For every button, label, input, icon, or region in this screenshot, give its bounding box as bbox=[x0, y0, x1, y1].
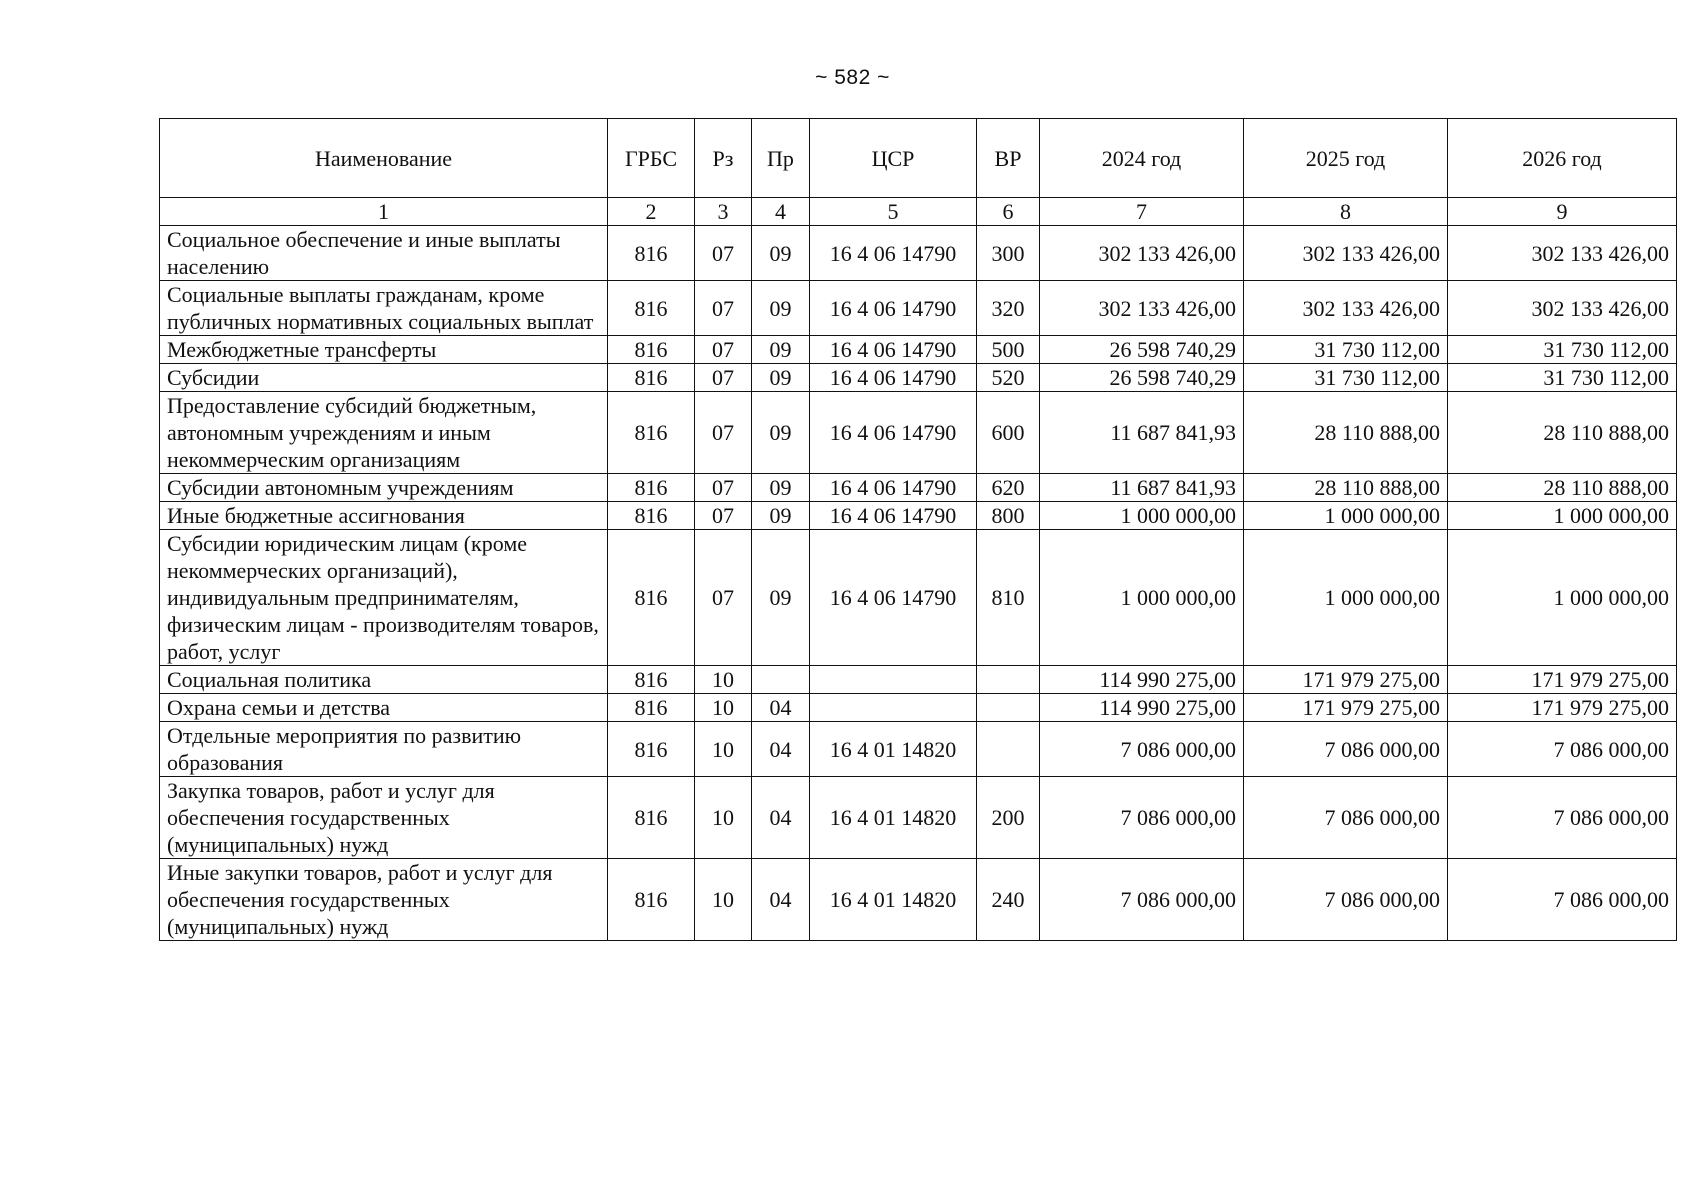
row-amount-2026: 28 110 888,00 bbox=[1448, 474, 1677, 502]
row-amount-2024: 1 000 000,00 bbox=[1040, 502, 1244, 530]
row-amount-2026: 7 086 000,00 bbox=[1448, 859, 1677, 941]
table-row bbox=[160, 336, 1677, 364]
row-amount-2025: 7 086 000,00 bbox=[1244, 722, 1448, 777]
row-name: Межбюджетные трансферты bbox=[160, 336, 608, 364]
row-vr: 810 bbox=[977, 530, 1040, 666]
row-csr: 16 4 06 14790 bbox=[810, 474, 977, 502]
row-amount-2025: 7 086 000,00 bbox=[1244, 859, 1448, 941]
column-number: 3 bbox=[695, 198, 752, 226]
row-grbs: 816 bbox=[608, 502, 695, 530]
row-rz: 07 bbox=[695, 530, 752, 666]
row-csr: 16 4 06 14790 bbox=[810, 392, 977, 474]
row-amount-2026: 7 086 000,00 bbox=[1448, 777, 1677, 859]
row-amount-2024: 302 133 426,00 bbox=[1040, 281, 1244, 336]
row-name: Социальные выплаты гражданам, кроме публичных нормативных социальных выплат bbox=[160, 281, 608, 336]
row-rz: 07 bbox=[695, 336, 752, 364]
header-2026: 2026 год bbox=[1448, 119, 1677, 198]
row-amount-2024: 26 598 740,29 bbox=[1040, 364, 1244, 392]
column-number: 7 bbox=[1040, 198, 1244, 226]
row-csr: 16 4 06 14790 bbox=[810, 530, 977, 666]
row-grbs: 816 bbox=[608, 530, 695, 666]
row-name: Субсидии bbox=[160, 364, 608, 392]
row-rz: 10 bbox=[695, 722, 752, 777]
column-number: 4 bbox=[752, 198, 810, 226]
row-amount-2026: 31 730 112,00 bbox=[1448, 336, 1677, 364]
row-pr: 09 bbox=[752, 474, 810, 502]
row-rz: 07 bbox=[695, 392, 752, 474]
row-name: Отдельные мероприятия по развитию образования bbox=[160, 722, 608, 777]
row-amount-2026: 1 000 000,00 bbox=[1448, 530, 1677, 666]
column-number: 8 bbox=[1244, 198, 1448, 226]
header-grbs: ГРБС bbox=[608, 119, 695, 198]
row-amount-2024: 302 133 426,00 bbox=[1040, 226, 1244, 281]
row-amount-2024: 1 000 000,00 bbox=[1040, 530, 1244, 666]
row-amount-2024: 7 086 000,00 bbox=[1040, 722, 1244, 777]
row-csr: 16 4 06 14790 bbox=[810, 226, 977, 281]
row-amount-2025: 171 979 275,00 bbox=[1244, 694, 1448, 722]
table-row bbox=[160, 226, 1677, 281]
row-rz: 07 bbox=[695, 502, 752, 530]
row-amount-2026: 302 133 426,00 bbox=[1448, 226, 1677, 281]
table-body bbox=[160, 226, 1677, 941]
page-number: ~ 582 ~ bbox=[815, 66, 890, 89]
row-pr: 09 bbox=[752, 530, 810, 666]
row-grbs: 816 bbox=[608, 694, 695, 722]
row-vr bbox=[977, 694, 1040, 722]
row-amount-2024: 7 086 000,00 bbox=[1040, 777, 1244, 859]
column-number: 5 bbox=[810, 198, 977, 226]
row-name: Предоставление субсидий бюджетным, автономным учреждениям и иным некоммерческим организациям bbox=[160, 392, 608, 474]
row-pr: 09 bbox=[752, 281, 810, 336]
row-name: Социальная политика bbox=[160, 666, 608, 694]
row-csr bbox=[810, 666, 977, 694]
row-name: Социальное обеспечение и иные выплаты населению bbox=[160, 226, 608, 281]
table-row bbox=[160, 722, 1677, 777]
row-amount-2025: 302 133 426,00 bbox=[1244, 281, 1448, 336]
row-name: Иные бюджетные ассигнования bbox=[160, 502, 608, 530]
row-grbs: 816 bbox=[608, 666, 695, 694]
row-amount-2025: 28 110 888,00 bbox=[1244, 392, 1448, 474]
table-row bbox=[160, 530, 1677, 666]
row-csr: 16 4 06 14790 bbox=[810, 364, 977, 392]
row-csr: 16 4 01 14820 bbox=[810, 777, 977, 859]
row-grbs: 816 bbox=[608, 226, 695, 281]
row-pr: 04 bbox=[752, 694, 810, 722]
row-name: Иные закупки товаров, работ и услуг для обеспечения государственных (муниципальных) нужд bbox=[160, 859, 608, 941]
row-name: Закупка товаров, работ и услуг для обеспечения государственных (муниципальных) нужд bbox=[160, 777, 608, 859]
table-row bbox=[160, 502, 1677, 530]
row-amount-2025: 1 000 000,00 bbox=[1244, 530, 1448, 666]
row-csr: 16 4 06 14790 bbox=[810, 281, 977, 336]
row-amount-2024: 26 598 740,29 bbox=[1040, 336, 1244, 364]
column-number: 9 bbox=[1448, 198, 1677, 226]
table-row bbox=[160, 281, 1677, 336]
row-name: Охрана семьи и детства bbox=[160, 694, 608, 722]
row-vr: 240 bbox=[977, 859, 1040, 941]
row-vr bbox=[977, 722, 1040, 777]
row-rz: 10 bbox=[695, 777, 752, 859]
header-2025: 2025 год bbox=[1244, 119, 1448, 198]
row-amount-2025: 171 979 275,00 bbox=[1244, 666, 1448, 694]
row-grbs: 816 bbox=[608, 336, 695, 364]
row-amount-2026: 31 730 112,00 bbox=[1448, 364, 1677, 392]
budget-table bbox=[159, 118, 1677, 941]
row-amount-2024: 11 687 841,93 bbox=[1040, 474, 1244, 502]
table-row bbox=[160, 694, 1677, 722]
row-vr: 800 bbox=[977, 502, 1040, 530]
table-row bbox=[160, 474, 1677, 502]
row-vr: 200 bbox=[977, 777, 1040, 859]
row-pr: 09 bbox=[752, 502, 810, 530]
column-number: 6 bbox=[977, 198, 1040, 226]
header-pr: Пр bbox=[752, 119, 810, 198]
row-pr: 09 bbox=[752, 364, 810, 392]
table-row bbox=[160, 364, 1677, 392]
row-amount-2026: 7 086 000,00 bbox=[1448, 722, 1677, 777]
row-rz: 10 bbox=[695, 859, 752, 941]
column-number: 1 bbox=[160, 198, 608, 226]
row-amount-2026: 1 000 000,00 bbox=[1448, 502, 1677, 530]
row-amount-2026: 171 979 275,00 bbox=[1448, 694, 1677, 722]
row-vr: 600 bbox=[977, 392, 1040, 474]
row-pr bbox=[752, 666, 810, 694]
row-vr: 320 bbox=[977, 281, 1040, 336]
row-vr: 520 bbox=[977, 364, 1040, 392]
row-grbs: 816 bbox=[608, 392, 695, 474]
row-csr: 16 4 01 14820 bbox=[810, 722, 977, 777]
row-name: Субсидии автономным учреждениям bbox=[160, 474, 608, 502]
row-amount-2025: 302 133 426,00 bbox=[1244, 226, 1448, 281]
row-vr: 620 bbox=[977, 474, 1040, 502]
row-csr: 16 4 06 14790 bbox=[810, 336, 977, 364]
row-pr: 04 bbox=[752, 859, 810, 941]
header-csr: ЦСР bbox=[810, 119, 977, 198]
row-csr bbox=[810, 694, 977, 722]
table-row bbox=[160, 666, 1677, 694]
row-rz: 07 bbox=[695, 281, 752, 336]
row-grbs: 816 bbox=[608, 722, 695, 777]
row-amount-2025: 31 730 112,00 bbox=[1244, 364, 1448, 392]
column-number: 2 bbox=[608, 198, 695, 226]
row-name: Субсидии юридическим лицам (кроме некоммерческих организаций), индивидуальным предпринимателям, физическим лицам - производителям товаров, работ, услуг bbox=[160, 530, 608, 666]
row-rz: 07 bbox=[695, 364, 752, 392]
header-2024: 2024 год bbox=[1040, 119, 1244, 198]
row-grbs: 816 bbox=[608, 364, 695, 392]
row-rz: 10 bbox=[695, 666, 752, 694]
table-row bbox=[160, 859, 1677, 941]
row-rz: 07 bbox=[695, 226, 752, 281]
header-vr: ВР bbox=[977, 119, 1040, 198]
row-amount-2026: 302 133 426,00 bbox=[1448, 281, 1677, 336]
row-amount-2024: 114 990 275,00 bbox=[1040, 694, 1244, 722]
row-rz: 07 bbox=[695, 474, 752, 502]
table-row bbox=[160, 392, 1677, 474]
table-row bbox=[160, 777, 1677, 859]
row-pr: 09 bbox=[752, 336, 810, 364]
header-name: Наименование bbox=[160, 119, 608, 198]
row-grbs: 816 bbox=[608, 281, 695, 336]
row-amount-2026: 171 979 275,00 bbox=[1448, 666, 1677, 694]
row-amount-2025: 1 000 000,00 bbox=[1244, 502, 1448, 530]
column-number-row bbox=[160, 198, 1677, 226]
row-amount-2024: 114 990 275,00 bbox=[1040, 666, 1244, 694]
row-rz: 10 bbox=[695, 694, 752, 722]
row-amount-2025: 7 086 000,00 bbox=[1244, 777, 1448, 859]
row-csr: 16 4 01 14820 bbox=[810, 859, 977, 941]
row-amount-2024: 7 086 000,00 bbox=[1040, 859, 1244, 941]
row-pr: 04 bbox=[752, 722, 810, 777]
header-rz: Рз bbox=[695, 119, 752, 198]
row-pr: 04 bbox=[752, 777, 810, 859]
row-vr: 300 bbox=[977, 226, 1040, 281]
table-header-row bbox=[160, 119, 1677, 198]
row-grbs: 816 bbox=[608, 777, 695, 859]
row-csr: 16 4 06 14790 bbox=[810, 502, 977, 530]
row-pr: 09 bbox=[752, 392, 810, 474]
row-amount-2026: 28 110 888,00 bbox=[1448, 392, 1677, 474]
row-amount-2024: 11 687 841,93 bbox=[1040, 392, 1244, 474]
row-pr: 09 bbox=[752, 226, 810, 281]
row-grbs: 816 bbox=[608, 474, 695, 502]
row-amount-2025: 31 730 112,00 bbox=[1244, 336, 1448, 364]
row-grbs: 816 bbox=[608, 859, 695, 941]
row-vr: 500 bbox=[977, 336, 1040, 364]
row-vr bbox=[977, 666, 1040, 694]
row-amount-2025: 28 110 888,00 bbox=[1244, 474, 1448, 502]
